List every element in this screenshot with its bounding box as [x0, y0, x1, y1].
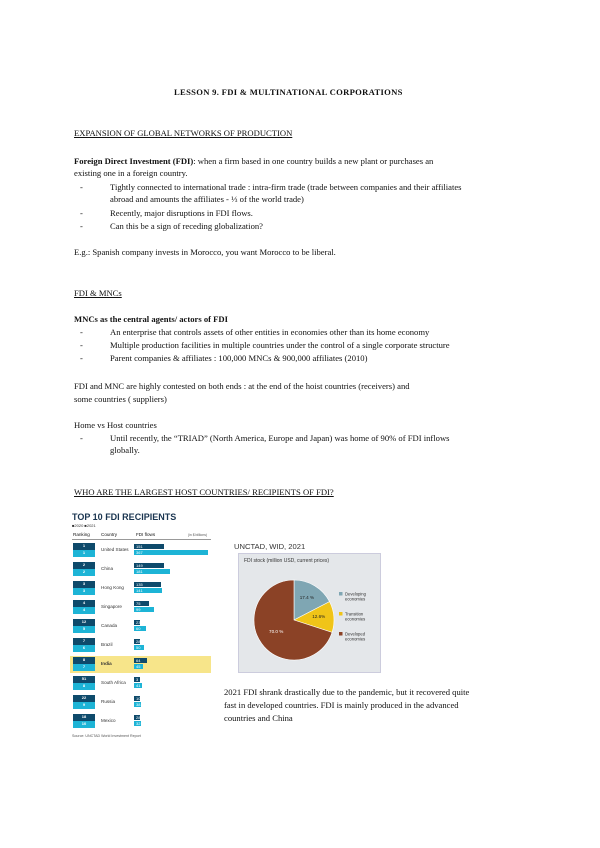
rank-2021: 10 [73, 721, 95, 728]
list-item: - Recently, major disruptions in FDI flows. [80, 208, 253, 218]
bar-2020: 64 [134, 658, 147, 663]
bar-2020: 3 [136, 677, 139, 682]
list-item: - An enterprise that controls assets of other entities in economies other than its home economy [80, 327, 430, 337]
bar-2020: 23 [136, 620, 141, 625]
legend-label: economies [345, 636, 366, 642]
col-country: Country [101, 532, 118, 537]
pie-svg [239, 554, 380, 672]
pie-slice-label: 12.6% [312, 613, 326, 619]
table-row [70, 637, 211, 654]
subheading-mncs: MNCs as the central agents/ actors of FDI [74, 314, 228, 324]
col-unit: (in $ billions) [188, 533, 208, 537]
bar-2020: 135 [134, 582, 161, 587]
bar-2020: 149 [134, 563, 164, 568]
rank-2020: 3 [73, 581, 95, 588]
pie-slice-label: 17.4 % [299, 594, 315, 600]
bar-2020: 28 [136, 639, 141, 644]
home-host-label: Home vs Host countries [74, 420, 157, 430]
bar-2021: 32 [136, 721, 141, 726]
paragraph-contested: FDI and MNC are highly contested on both ends : at the end of the hoist countries (receivers) and [74, 381, 410, 391]
rank-2021: 3 [73, 588, 95, 595]
col-flows: FDI flows [136, 532, 156, 537]
bar-2020: 75 [134, 601, 149, 606]
table-row [70, 675, 211, 692]
note-line-3: countries and China [224, 713, 293, 723]
country-name: Canada [101, 623, 118, 628]
bar-2021: 367 [134, 550, 208, 555]
table-row [70, 694, 211, 711]
fdi-stock-pie-chart [238, 553, 381, 673]
infographic-legend: ■2020 ■2021 [72, 523, 96, 528]
country-name: Brazil [101, 642, 113, 647]
rank-2020: 18 [73, 714, 95, 721]
table-row [70, 599, 211, 616]
rank-2021: 9 [73, 702, 95, 709]
fdi-recipients-infographic [70, 510, 211, 740]
fdi-definition [74, 155, 433, 167]
rank-2021: 1 [73, 550, 95, 557]
legend-label: economies [345, 616, 366, 622]
list-item: - Can this be a sign of receding globalization? [80, 221, 263, 231]
legend-swatch [339, 592, 343, 596]
rank-2021: 6 [73, 645, 95, 652]
rank-2021: 5 [73, 626, 95, 633]
bar-2020: 28 [136, 715, 141, 720]
fdi-definition-cont: existing one in a foreign country. [74, 168, 188, 178]
country-name: Mexico [101, 718, 116, 723]
rank-2020: 8 [73, 657, 95, 664]
bar-2021: 141 [134, 588, 162, 593]
bar-2020: 10 [136, 696, 141, 701]
bar-2021: 60 [134, 626, 146, 631]
fdi-definition-text: : when a firm based in one country builds a new plant or purchases an [193, 156, 434, 166]
bar-2020: 151 [134, 544, 164, 549]
rank-2020: 4 [73, 600, 95, 607]
table-row [70, 561, 211, 578]
note-line-1: 2021 FDI shrank drastically due to the pandemic, but it recovered quite [224, 687, 470, 697]
rank-2020: 22 [73, 695, 95, 702]
rank-2021: 2 [73, 569, 95, 576]
rank-2020: 12 [73, 619, 95, 626]
list-item: - Tightly connected to international trade : intra-firm trade (trade between companies and their affiliates abroad and amounts the affiliates - ⅓ of the world trade) [80, 182, 462, 204]
country-name: Singapore [101, 604, 122, 609]
infographic-source: Source: UNCTAD World Investment Report [72, 734, 141, 738]
rank-2020: 2 [73, 562, 95, 569]
rank-2020: 51 [73, 676, 95, 683]
note-line-2: fast in developed countries. FDI is mainly produced in the advanced [224, 700, 459, 710]
rank-2020: 1 [73, 543, 95, 550]
list-item: - Until recently, the “TRIAD” (North America, Europe and Japan) was home of 90% of FDI inflows globally. [80, 433, 450, 455]
section-heading-host-countries: WHO ARE THE LARGEST HOST COUNTRIES/ RECIPIENTS OF FDI? [74, 487, 334, 497]
bar-2021: 41 [136, 683, 141, 688]
legend-swatch [339, 612, 343, 616]
infographic-header [72, 531, 211, 540]
country-name: Hong Kong [101, 585, 124, 590]
pie-slice-label: 70.0 % [269, 628, 284, 634]
bar-2021: 38 [136, 702, 141, 707]
section-heading-expansion: EXPANSION OF GLOBAL NETWORKS OF PRODUCTION [74, 128, 293, 138]
table-row [70, 656, 211, 673]
pie-caption: UNCTAD, WID, 2021 [234, 542, 306, 551]
legend-label: Developed [345, 631, 366, 637]
rank-2021: 7 [73, 664, 95, 671]
bar-2021: 50 [134, 645, 144, 650]
fdi-term: Foreign Direct Investment (FDI) [74, 156, 194, 166]
country-name: South Africa [101, 680, 126, 685]
rank-2021: 8 [73, 683, 95, 690]
list-item: - Multiple production facilities in multiple countries under the control of a single corporate structure [80, 340, 450, 350]
country-name: India [101, 661, 112, 666]
country-name: United States [101, 547, 129, 552]
infographic-title: TOP 10 FDI RECIPIENTS [72, 512, 177, 522]
country-name: Russia [101, 699, 116, 704]
example-text: E.g.: Spanish company invests in Morocco, you want Morocco to be liberal. [74, 247, 336, 257]
rank-2021: 4 [73, 607, 95, 614]
table-row [70, 580, 211, 597]
rank-2020: 7 [73, 638, 95, 645]
paragraph-contested-cont: some countries ( suppliers) [74, 394, 167, 404]
table-row [70, 618, 211, 635]
list-item: - Parent companies & affiliates : 100,000 MNCs & 900,000 affiliates (2010) [80, 353, 368, 363]
legend-label: Transition [345, 611, 364, 617]
pie-title: FDI stock (million USD, current prices) [244, 558, 330, 564]
table-row [70, 713, 211, 730]
legend-label: Developing [345, 591, 366, 597]
bar-2021: 181 [134, 569, 170, 574]
legend-swatch [339, 632, 343, 636]
bar-2021: 99 [134, 607, 154, 612]
section-heading-fdi-mncs: FDI & MNCs [74, 288, 122, 298]
col-ranking: Ranking [73, 532, 90, 537]
legend-label: economies [345, 596, 366, 602]
page-title: LESSON 9. FDI & MULTINATIONAL CORPORATIONS [174, 87, 403, 97]
country-name: China [101, 566, 114, 571]
table-row [70, 542, 211, 559]
bar-2021: 45 [134, 664, 143, 669]
